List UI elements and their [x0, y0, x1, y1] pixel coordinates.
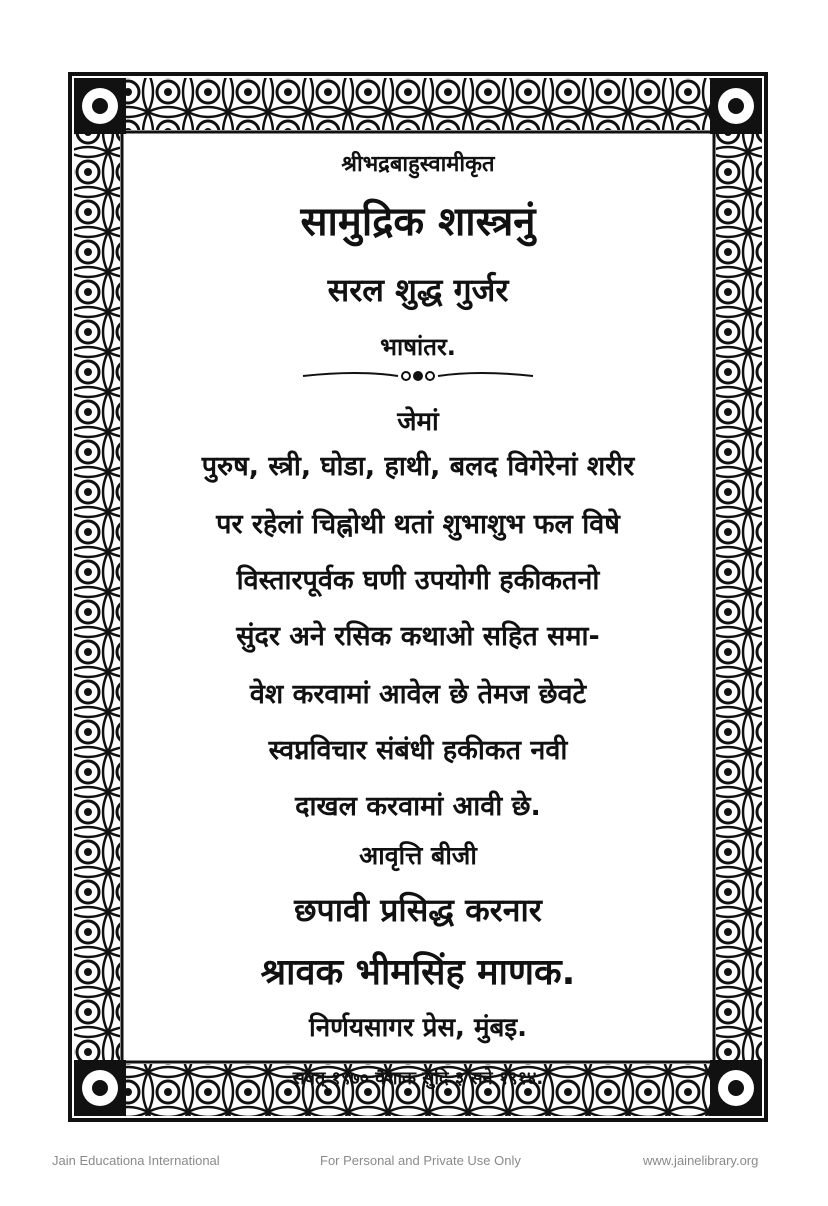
title-page-content — [120, 140, 716, 1089]
description-line: दाखल करवामां आवी छे. — [295, 791, 541, 822]
footer-center-text: For Personal and Private Use Only — [320, 1153, 521, 1168]
translation-label: भाषांतर. — [380, 333, 456, 361]
description-line: सुंदर अने रसिक कथाओ सहित समा- — [236, 621, 600, 652]
press-name: निर्णयसागर प्रेस, मुंबइ. — [308, 1013, 527, 1043]
book-title: सामुद्रिक शास्त्रनुं — [300, 199, 536, 245]
description-line: स्वप्नविचार संबंधी हकीकत नवी — [268, 735, 568, 766]
page-footer — [0, 1153, 828, 1173]
description-line: पर रहेलां चिह्नोथी थतां शुभाशुभ फल विषे — [216, 509, 620, 540]
description-line: पुरुष, स्त्री, घोडा, हाथी, बलद विगेरेनां शरीर — [201, 451, 635, 482]
publisher-label: छपावी प्रसिद्ध करनार — [294, 891, 542, 929]
author-line: श्रीभद्रबाहुस्वामीकृत — [341, 152, 495, 177]
edition-label: आवृत्ति बीजी — [359, 841, 477, 870]
description-line: वेश करवामां आवेल छे तेमज छेवटे — [249, 679, 587, 710]
decorative-divider — [298, 366, 538, 386]
publication-date: संवत् १९७० वैशाक सुदि ३ सने १९१४. — [292, 1068, 544, 1089]
footer-left-text: Jain Educationa International — [52, 1153, 220, 1168]
book-subtitle: सरल शुद्ध गुर्जर — [327, 271, 509, 309]
description-line: विस्तारपूर्वक घणी उपयोगी हकीकतनो — [236, 565, 600, 596]
publisher-name: श्रावक भीमसिंह माणक. — [260, 952, 576, 993]
jema-label: जेमां — [397, 407, 439, 437]
footer-right-link[interactable]: www.jainelibrary.org — [643, 1153, 759, 1168]
